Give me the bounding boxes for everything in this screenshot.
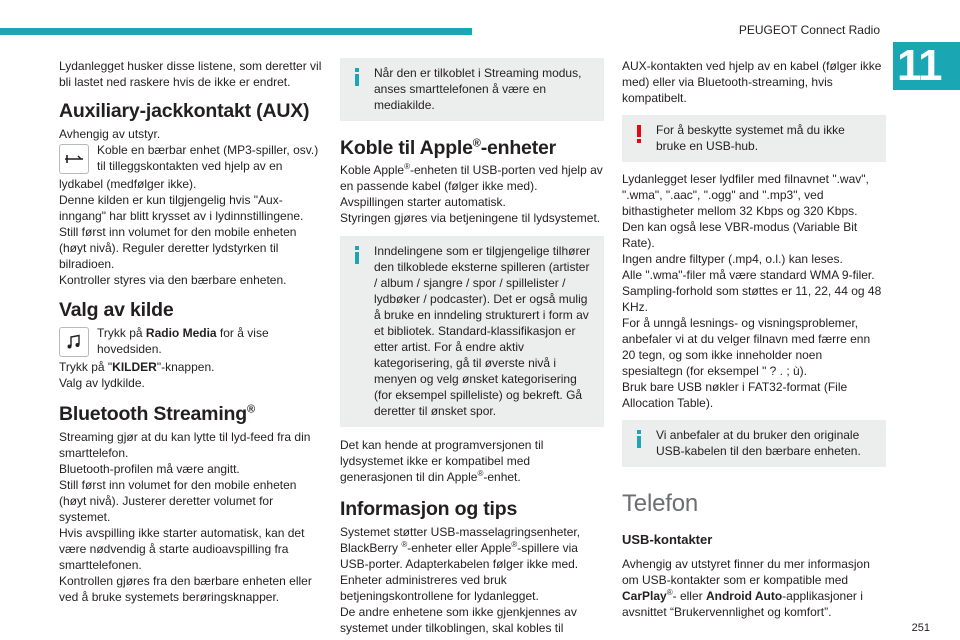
file-text: Ingen andre filtyper (.mp4, o.l.) kan leses.	[622, 252, 843, 266]
page-number: 251	[911, 622, 930, 634]
bluetooth-heading: Bluetooth Streaming®	[59, 403, 255, 425]
source-icon-row	[59, 325, 323, 359]
aux-jack-icon	[59, 144, 89, 174]
chapter-number: 11	[893, 42, 960, 90]
source-icon-text: Trykk på Radio Media for å vise hovedsiden.	[97, 326, 269, 356]
info-icon	[637, 430, 641, 448]
info-tips-text: Systemet støtter USB-masselagringsenheter, BlackBerry ®-enheter eller Apple®-spillere via USB-porter. Adapterkabelen følger ikke med.	[340, 525, 581, 571]
telefon-heading: Telefon	[622, 490, 698, 517]
apple-heading: Koble til Apple®-enheter	[340, 137, 557, 159]
info-note-text: Inndelingene som er tilgjengelige tilhører den tilkoblede eksterne spilleren (artister / album / sjangre / spor / spillelister / lydbøker / podcaster). Det er også mulig å bruke en inndeling strukturert i form av et bibliotek. Standard-klassifikasjon er etter artist. For å endre aktiv kategorisering, gå til øverste nivå i menyen og velg ønsket kategorisering (for eksempel spilleliste) og bekreft. Gå deretter til ønsket spor.	[374, 244, 591, 418]
warning-note	[622, 115, 886, 162]
bluetooth-text: Bluetooth-profilen må være angitt.	[59, 462, 240, 476]
info-tips-text: Enheter administreres ved bruk betjeningskontrollene for lydanlegget.	[340, 573, 539, 603]
column-2	[340, 58, 604, 636]
header-bar	[0, 28, 472, 35]
aux-text: Avhengig av utstyr.	[59, 127, 161, 141]
aux-heading: Auxiliary-jackkontakt (AUX)	[59, 100, 310, 122]
bluetooth-text: Still først inn volumet for den mobile enheten (høyt nivå). Justerer deretter volumet for systemet.	[59, 478, 297, 524]
intro-text: Lydanlegget husker disse listene, som deretter vil bli lastet ned raskere hvis de ikke er endret.	[59, 59, 322, 89]
file-text: Alle ".wma"-filer må være standard WMA 9-filer.	[622, 268, 875, 282]
source-text: Trykk på "KILDER"-knappen.	[59, 360, 215, 374]
header-title: PEUGEOT Connect Radio	[738, 23, 880, 37]
column-3	[622, 58, 886, 620]
usb-text: Avhengig av utstyret finner du mer informasjon om USB-kontakter som er kompatible med CarPlay®- eller Android Auto-applikasjoner i avsnittet “Brukervennlighet og komfort”.	[622, 557, 870, 619]
music-note-icon	[59, 327, 89, 357]
apple-text: Styringen gjøres via betjeningene til lydsystemet.	[340, 211, 601, 225]
apple-text: Koble Apple®-enheten til USB-porten ved hjelp av en passende kabel (følger ikke med).	[340, 162, 603, 193]
file-text: Sampling-forhold som støttes er 11, 22, 44 og 48 KHz.	[622, 284, 882, 314]
column-1	[59, 58, 323, 605]
aux-icon-text: Koble en bærbar enhet (MP3-spiller, osv.) til tilleggskontakten ved hjelp av en	[97, 143, 319, 173]
info-note-text: Når den er tilkoblet i Streaming modus, anses smarttelefonen å være en mediakilde.	[374, 66, 582, 112]
info-note	[340, 58, 604, 121]
info-tips-text: De andre enhetene som ikke gjenkjennes av systemet under tilkoblingen, skal kobles til	[340, 605, 577, 635]
info-icon	[355, 246, 359, 264]
aux-usage-text: AUX-kontakten ved hjelp av en kabel (følger ikke med) eller via Bluetooth-streaming, hvis kompatibelt.	[622, 59, 882, 105]
apple-text: Avspillingen starter automatisk.	[340, 195, 506, 209]
bluetooth-text: Hvis avspilling ikke starter automatisk, kan det være nødvendig å starte audioavspilling fra smarttelefonen.	[59, 526, 305, 572]
aux-text: lydkabel (medfølger ikke).	[59, 177, 197, 191]
file-text: Bruk bare USB nøkler i FAT32-format (File Allocation Table).	[622, 380, 848, 410]
info-icon	[355, 68, 359, 86]
info-note	[622, 420, 886, 467]
bluetooth-text: Streaming gjør at du kan lytte til lyd-feed fra din smarttelefon.	[59, 430, 311, 460]
source-heading: Valg av kilde	[59, 299, 174, 321]
usb-heading: USB-kontakter	[622, 532, 713, 547]
info-tips-heading: Informasjon og tips	[340, 498, 518, 520]
source-text: Valg av lydkilde.	[59, 376, 145, 390]
file-text: For å unngå lesnings- og visningsproblemer, anbefaler vi at du velger filnavn med færre enn 20 tegn, og som ikke inneholder noen spesialtegn (for eksempel " ? . ; ù).	[622, 316, 871, 378]
aux-text: Kontroller styres via den bærbare enheten.	[59, 273, 287, 287]
warning-icon	[637, 125, 641, 143]
info-note-text: Vi anbefaler at du bruker den originale USB-kabelen til den bærbare enheten.	[656, 428, 861, 458]
warning-note-text: For å beskytte systemet må du ikke bruke en USB-hub.	[656, 123, 845, 153]
aux-icon-row	[59, 142, 323, 176]
file-text: Den kan også lese VBR-modus (Variable Bit Rate).	[622, 220, 858, 250]
aux-text: Still først inn volumet for den mobile enheten (høyt nivå). Reguler deretter lydstyrken til bilradioen.	[59, 225, 297, 271]
file-text: Lydanlegget leser lydfiler med filnavnet ".wav", ".wma", ".aac", ".ogg" and ".mp3", ved bithastigheter mellom 32 Kbps og 320 Kbps.	[622, 172, 869, 218]
compat-text: Det kan hende at programversjonen til lydsystemet ikke er kompatibel med generasjonen til din Apple®-enhet.	[340, 438, 544, 484]
bluetooth-text: Kontrollen gjøres fra den bærbare enheten eller ved å bruke systemets berøringsknapper.	[59, 574, 312, 604]
aux-text: Denne kilden er kun tilgjengelig hvis "Aux-inngang" har blitt krysset av i lydinnstillingene.	[59, 193, 304, 223]
info-note	[340, 236, 604, 427]
